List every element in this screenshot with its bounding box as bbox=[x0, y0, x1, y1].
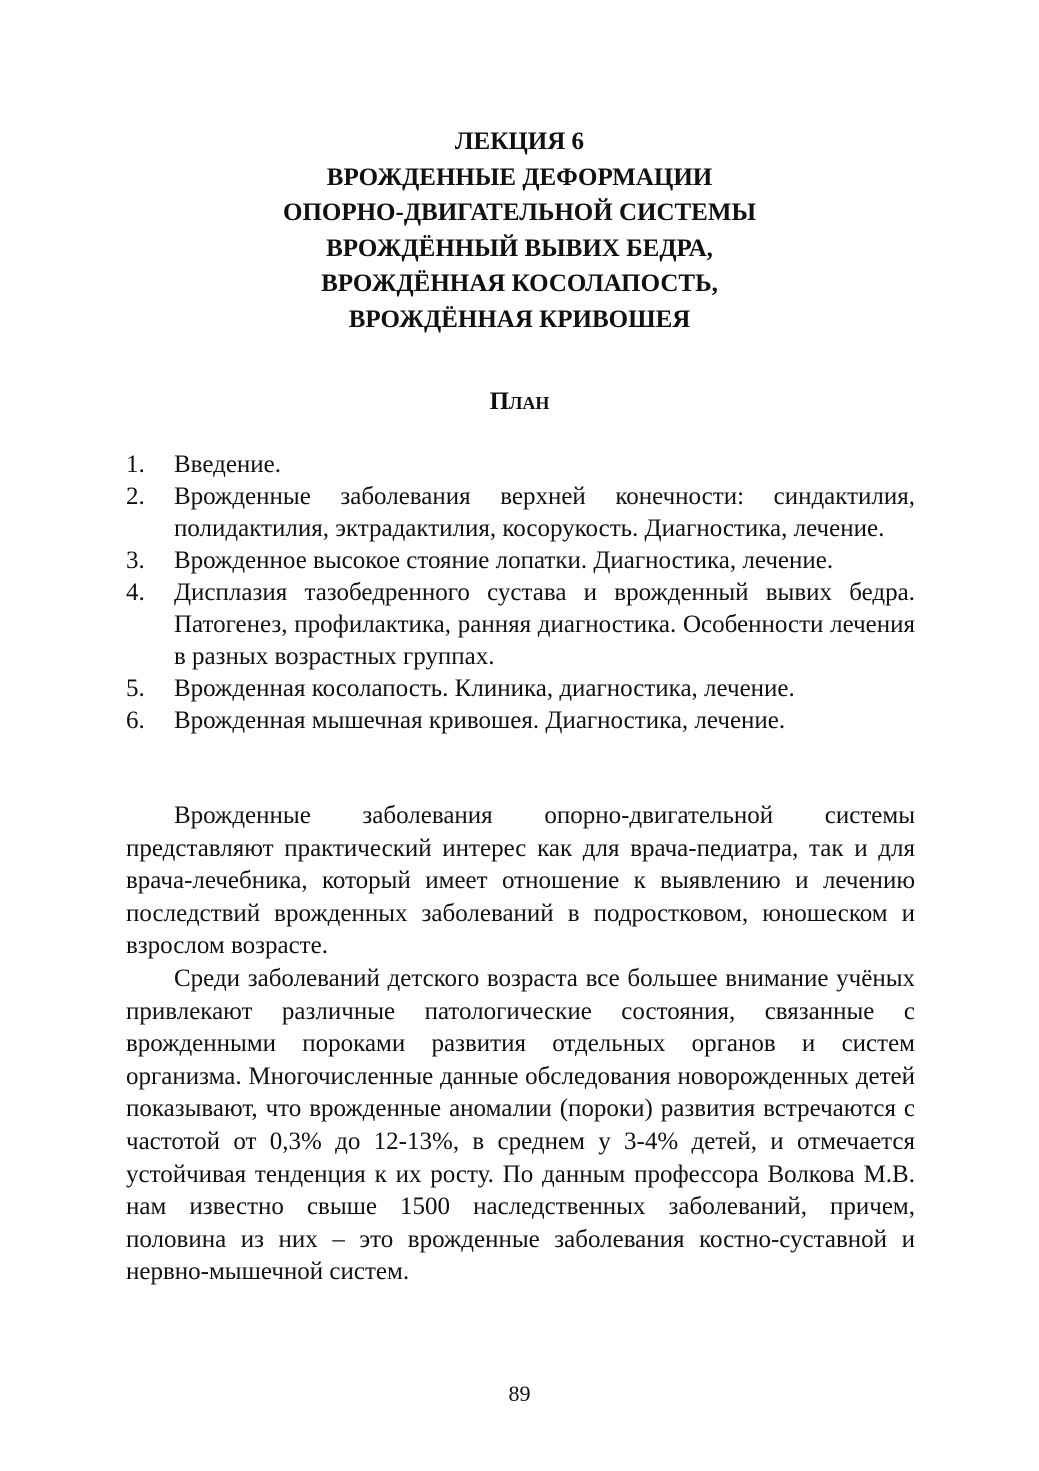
plan-item-number: 6. bbox=[126, 707, 145, 734]
title-line: ВРОЖДЕННЫЕ ДЕФОРМАЦИИ bbox=[326, 163, 713, 191]
plan-item-number: 3. bbox=[126, 547, 145, 574]
title-line: ЛЕКЦИЯ 6 bbox=[454, 128, 585, 155]
page-number: 89 bbox=[508, 1381, 531, 1406]
plan-item-text: Врожденная мышечная кривошея. Диагностика, лечение. bbox=[174, 707, 786, 734]
title-line: ВРОЖДЁННЫЙ ВЫВИХ БЕДРА, bbox=[326, 234, 713, 262]
body-paragraph: Среди заболеваний детского возраста все большее внимание учёных привлекают различные патологические состояния, связанные с врожденными пороками развития отдельных органов и систем организма. Многочисленные данные обследования новорожденных детей показывают, что врожденные аномалии (пороки) развития встречаются с частотой от 0,3% до 12-13%, в среднем у 3-4% детей, и отмечается устойчивая тенденция к их росту. По данным профессора Волкова М.В. нам известно свыше 1500 наследственных заболеваний, причем, половина из них – это врожденные заболевания костно-суставной и нервно-мышечной систем. bbox=[126, 964, 915, 1286]
plan-heading: План bbox=[489, 388, 550, 415]
lecture-title bbox=[0, 124, 1039, 337]
plan-item-text: Врожденные заболевания верхней конечности: синдактилия, полидактилия, эктрадактилия, косорукость. Диагностика, лечение. bbox=[174, 483, 915, 542]
plan-item-number: 4. bbox=[126, 579, 145, 606]
plan-item-text: Врожденная косолапость. Клиника, диагностика, лечение. bbox=[174, 675, 795, 702]
plan-item-text: Введение. bbox=[174, 451, 282, 478]
title-line: ВРОЖДЁННАЯ КОСОЛАПОСТЬ, bbox=[321, 270, 718, 297]
title-line: ОПОРНО-ДВИГАТЕЛЬНОЙ СИСТЕМЫ bbox=[283, 199, 756, 226]
plan-item-number: 2. bbox=[126, 483, 145, 510]
plan-list bbox=[126, 449, 915, 737]
body-paragraph: Врожденные заболевания опорно-двигательной системы представляют практический интерес как для врача-педиатра, так и для врача-лечебника, который имеет отношение к выявлению и лечению последствий врожденных заболеваний в подростковом, юношеском и взрослом возрасте. bbox=[126, 802, 915, 960]
title-line: ВРОЖДЁННАЯ КРИВОШЕЯ bbox=[348, 305, 691, 333]
body-text bbox=[126, 800, 915, 1289]
plan-item bbox=[126, 577, 915, 673]
plan-item-text: Дисплазия тазобедренного сустава и врожденный вывих бедра. Патогенез, профилактика, ранняя диагностика. Особенности лечения в разных возрастных группах. bbox=[174, 579, 915, 670]
plan-item-number: 1. bbox=[126, 451, 145, 478]
plan-item bbox=[126, 705, 915, 737]
plan-item bbox=[126, 673, 915, 705]
plan-item bbox=[126, 481, 915, 545]
plan-item bbox=[126, 449, 915, 481]
plan-item bbox=[126, 545, 915, 577]
plan-item-text: Врожденное высокое стояние лопатки. Диагностика, лечение. bbox=[174, 547, 834, 574]
plan-item-number: 5. bbox=[126, 675, 145, 702]
